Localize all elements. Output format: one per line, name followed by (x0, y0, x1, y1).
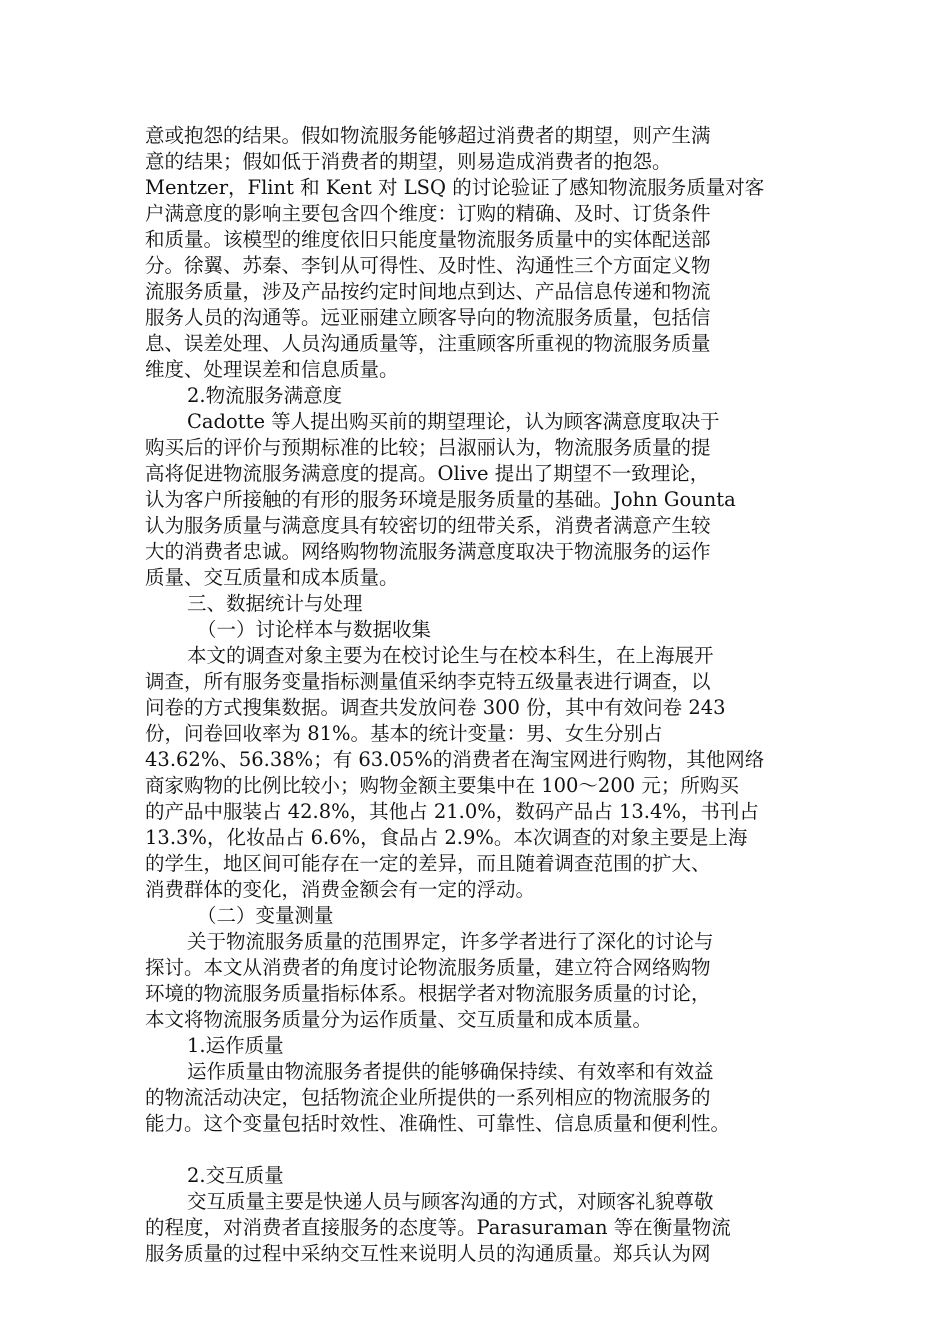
text-line: 高将促进物流服务满意度的提高。Olive 提出了期望不一致理论， (145, 462, 710, 485)
text-line: 本文将物流服务质量分为运作质量、交互质量和成本质量。 (145, 1008, 653, 1031)
text-line: Cadotte 等人提出购买前的期望理论，认为顾客满意度取决于 (187, 410, 720, 433)
text-line: 意的结果；假如低于消费者的期望，则易造成消费者的抱怨。 (145, 150, 672, 173)
text-line: 商家购物的比例比较小；购物金额主要集中在 100～200 元；所购买 (145, 774, 739, 797)
text-line: 运作质量由物流服务者提供的能够确保持续、有效率和有效益 (187, 1060, 714, 1083)
text-line: 质量、交互质量和成本质量。 (145, 566, 399, 589)
text-line: （一）讨论样本与数据收集 (197, 618, 432, 641)
text-line: （二）变量测量 (197, 904, 334, 927)
text-line: 的学生，地区间可能存在一定的差异，而且随着调查范围的扩大、 (145, 852, 711, 875)
text-line: 息、误差处理、人员沟通质量等，注重顾客所重视的物流服务质量 (145, 332, 711, 355)
text-line: 本文的调查对象主要为在校讨论生与在校本科生，在上海展开 (187, 644, 714, 667)
text-line: 服务质量的过程中采纳交互性来说明人员的沟通质量。郑兵认为网 (145, 1242, 711, 1265)
text-line: 认为客户所接触的有形的服务环境是服务质量的基础。John Gounta (145, 488, 736, 511)
text-line: 2.交互质量 (187, 1164, 284, 1187)
text-line: 的产品中服装占 42.8%，其他占 21.0%，数码产品占 13.4%，书刊占 (145, 800, 759, 823)
text-line: 能力。这个变量包括时效性、准确性、可靠性、信息质量和便利性。 (145, 1112, 731, 1135)
text-line: 交互质量主要是快递人员与顾客沟通的方式，对顾客礼貌尊敬 (187, 1190, 714, 1213)
text-line: 认为服务质量与满意度具有较密切的纽带关系，消费者满意产生较 (145, 514, 711, 537)
text-line: 的物流活动决定，包括物流企业所提供的一系列相应的物流服务的 (145, 1086, 711, 1109)
text-line: 份，问卷回收率为 81%。基本的统计变量：男、女生分别占 (145, 722, 663, 745)
text-line: 服务人员的沟通等。远亚丽建立顾客导向的物流服务质量，包括信 (145, 306, 711, 329)
text-line: 探讨。本文从消费者的角度讨论物流服务质量，建立符合网络购物 (145, 956, 711, 979)
text-line: 三、数据统计与处理 (187, 592, 363, 615)
text-line: 13.3%，化妆品占 6.6%，食品占 2.9%。本次调查的对象主要是上海 (145, 826, 748, 849)
text-line: 问卷的方式搜集数据。调查共发放问卷 300 份，其中有效问卷 243 (145, 696, 726, 719)
text-line: 大的消费者忠诚。网络购物物流服务满意度取决于物流服务的运作 (145, 540, 711, 563)
text-line: 2.物流服务满意度 (187, 384, 343, 407)
text-line: 户满意度的影响主要包含四个维度：订购的精确、及时、订货条件 (145, 202, 711, 225)
text-line: 和质量。该模型的维度依旧只能度量物流服务质量中的实体配送部 (145, 228, 711, 251)
text-line: 分。徐翼、苏秦、李钊从可得性、及时性、沟通性三个方面定义物 (145, 254, 711, 277)
text-line: 调查，所有服务变量指标测量值采纳李克特五级量表进行调查，以 (145, 670, 711, 693)
text-line: 环境的物流服务质量指标体系。根据学者对物流服务质量的讨论， (145, 982, 711, 1005)
text-line: 意或抱怨的结果。假如物流服务能够超过消费者的期望，则产生满 (145, 124, 711, 147)
text-line: 购买后的评价与预期标准的比较；吕淑丽认为，物流服务质量的提 (145, 436, 711, 459)
text-line: 关于物流服务质量的范围界定，许多学者进行了深化的讨论与 (187, 930, 714, 953)
text-line: 消费群体的变化，消费金额会有一定的浮动。 (145, 878, 536, 901)
text-line: 43.62%、56.38%；有 63.05%的消费者在淘宝网进行购物，其他网络 (145, 748, 765, 771)
document-page (145, 123, 810, 1267)
text-line: Mentzer，Flint 和 Kent 对 LSQ 的讨论验证了感知物流服务质量对客 (145, 176, 765, 199)
text-line: 1.运作质量 (187, 1034, 284, 1057)
text-line: 流服务质量，涉及产品按约定时间地点到达、产品信息传递和物流 (145, 280, 711, 303)
text-line: 维度、处理误差和信息质量。 (145, 358, 399, 381)
text-line: 的程度，对消费者直接服务的态度等。Parasuraman 等在衡量物流 (145, 1216, 731, 1239)
blank-line (145, 1137, 810, 1163)
